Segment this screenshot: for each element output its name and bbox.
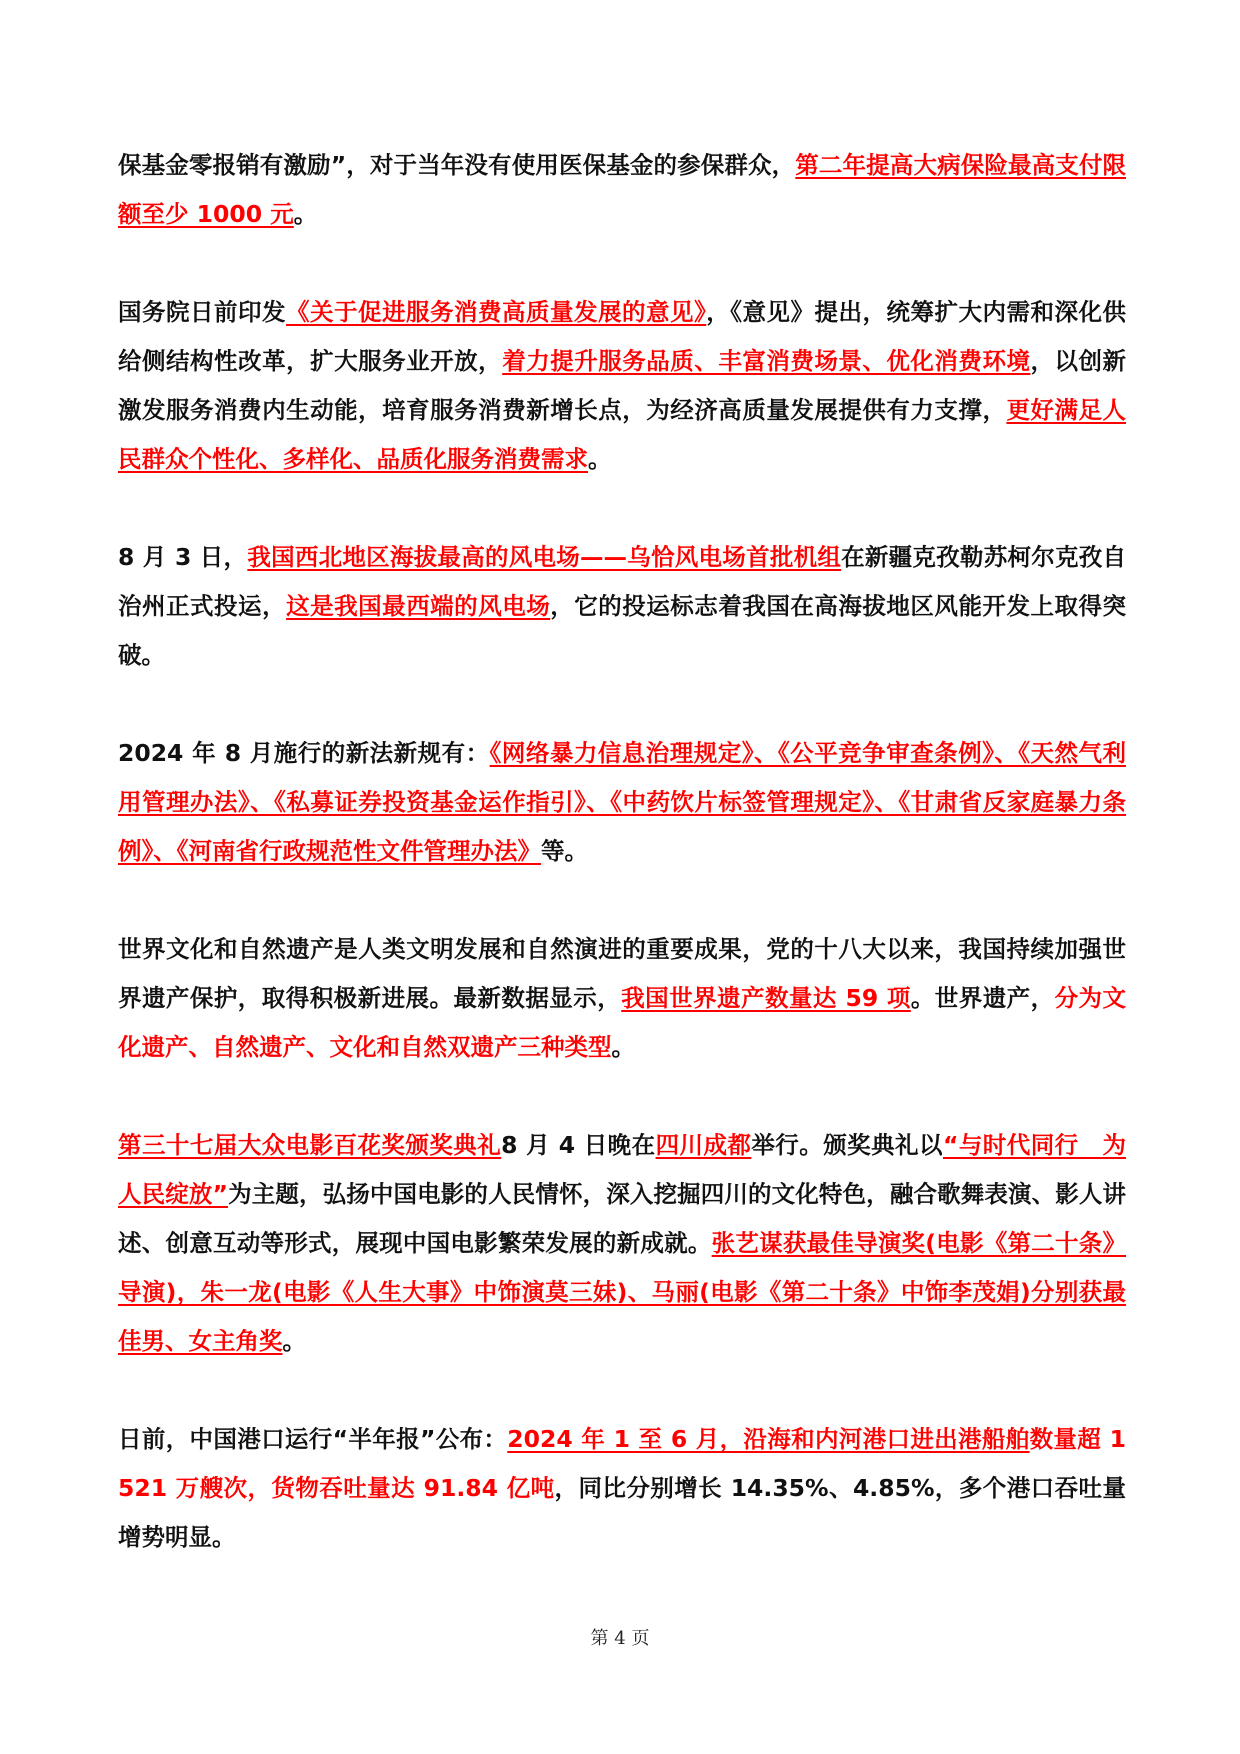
paragraph [118,533,1126,680]
page-number: 第 4 页 [590,1628,650,1649]
highlighted-text: 更好满足人民群众个性化、多样化、品质化服务消费需求 [118,396,1127,473]
body-text: 。世界遗产， [910,984,1055,1012]
body-text: 国务院日前印发 [118,298,286,326]
body-text: 8 月 4 日晚在 [501,1131,656,1159]
body-text: 8 月 3 日， [118,543,248,571]
highlighted-text: 2024 年 1 至 6 月，沿海和内河港口进出港船舶 [507,1425,1030,1453]
body-text: 。 [282,1327,306,1355]
body-text: 举行。颁奖典礼以 [751,1131,943,1159]
highlighted-text: 第二年提高大病保险最高支付限额至少 1000 元 [118,151,1126,228]
paragraph [118,1121,1126,1366]
body-text: ，同比分别增长 14.35%、4.85%，多个港口吞吐量增势明显。 [118,1474,1126,1551]
body-text: 世界文化和自然遗产是人类文明发展和自然演进的重要成果，党的十八大以来，我国持续加强世界遗产保护，取得积极新进展。最新数据显示， [118,935,1126,1012]
highlighted-text: 《网络暴力信息治理规定》、《公平竞争审查条例》、《天然气利用管理办法》、《私募证券投资基金运作指引》、《中药饮片标签管理规定》、《甘肃省反家庭暴力条例》、《河南省行政规范性文件管理办法》 [118,739,1126,865]
body-text: 在新疆克孜勒苏柯尔克孜自治州正式投运， [118,543,1127,620]
body-text: ，以创新激发服务消费内生动能，培育服务消费新增长点，为经济高质量发展提供有力支撑， [118,347,1127,424]
body-text: 等。 [541,837,588,865]
body-text: 保基金零报销有激励”，对于当年没有使用医保基金的参保群众， [118,151,796,179]
highlighted-text: 数量超 1521 万艘次，货物吞吐量达 91.84 亿吨 [118,1425,1126,1502]
highlighted-text: 分为文化遗产、自然遗产、文化和自然双遗产三种类型 [118,984,1127,1061]
paragraph [118,925,1126,1072]
highlighted-text: 第三十七届大众电影百花奖颁奖典礼 [118,1131,502,1159]
document-body [118,141,1126,1611]
body-text: 2024 年 8 月施行的新法新规有： [118,739,490,767]
body-text: 。 [588,445,612,473]
highlighted-text: “与时代同行 为人民绽放” [118,1131,1127,1208]
body-text: 。 [611,1033,635,1061]
paragraph [118,1415,1126,1562]
highlighted-text: 这是我国最西端的风电场 [286,592,551,620]
highlighted-text: 着力提升服务品质、丰富消费场景、优化消费环境 [502,347,1031,375]
highlighted-text: 张艺谋获最佳导演奖(电影《第二十条》导演)，朱一龙(电影《人生大事》中饰演莫三妹)、马丽(电影《第二十条》中饰李茂娟)分别获最佳男、女主角奖 [118,1229,1126,1355]
highlighted-text: 我国世界遗产数量达 59 项 [621,984,911,1012]
paragraph [118,141,1126,239]
body-text: 日前，中国港口运行“半年报”公布： [118,1425,508,1453]
body-text: ，它的投运标志着我国在高海拔地区风能开发上取得突破。 [118,592,1127,669]
body-text: 。 [293,200,318,228]
paragraph [118,288,1126,484]
highlighted-text: 我国西北地区海拔最高的风电场——乌恰风电场首批机组 [247,543,842,571]
highlighted-text: 四川成都 [655,1131,752,1159]
body-text: 为主题，弘扬中国电影的人民情怀，深入挖掘四川的文化特色，融合歌舞表演、影人讲述、创意互动等形式，展现中国电影繁荣发展的新成就。 [118,1180,1127,1257]
paragraph [118,729,1126,876]
body-text: ，《意见》提出，统筹扩大内需和深化供给侧结构性改革，扩大服务业开放， [118,298,1126,375]
highlighted-text: 《关于促进服务消费高质量发展的意见》 [286,298,707,326]
